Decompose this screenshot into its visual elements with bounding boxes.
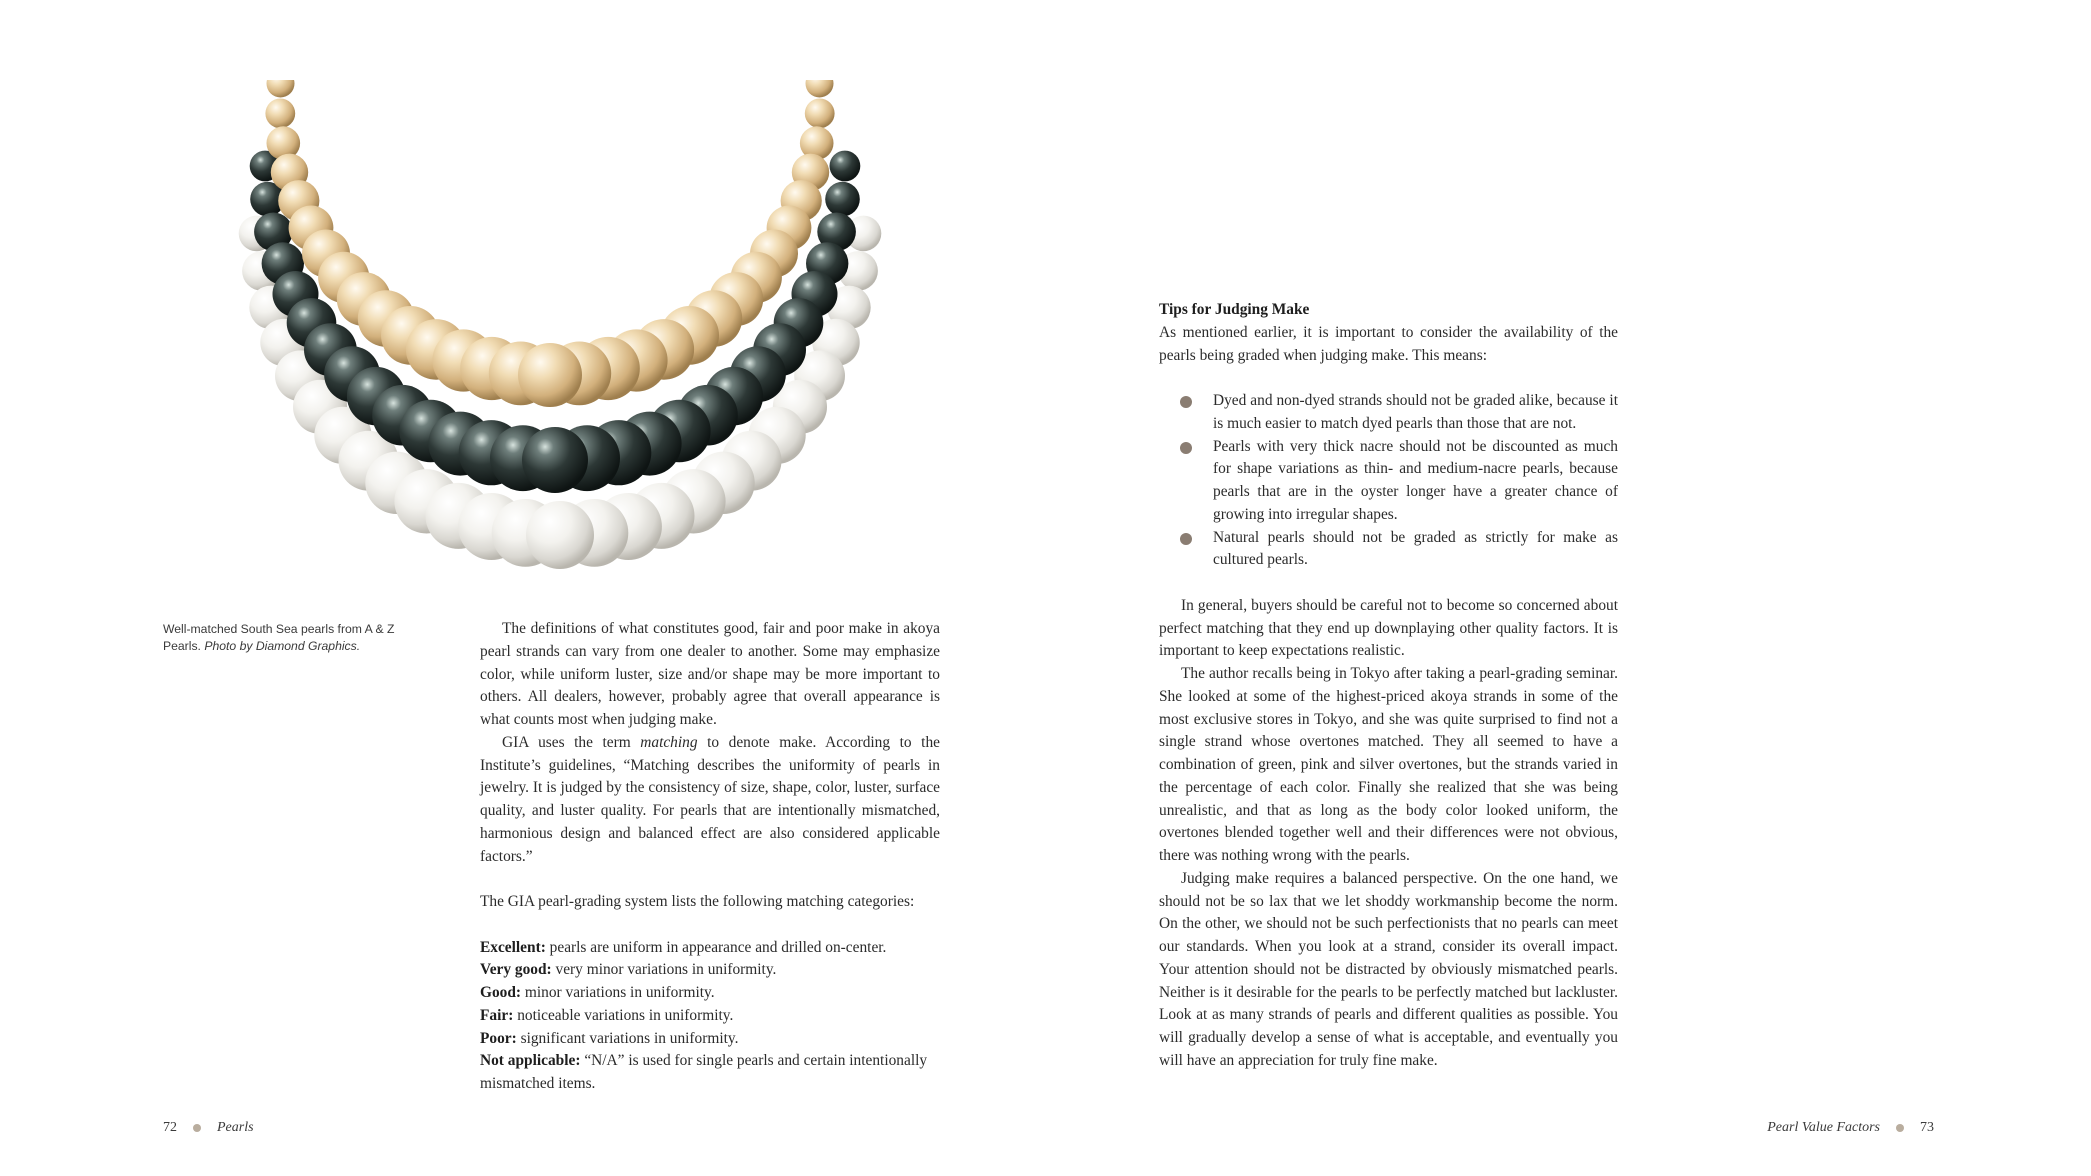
photo-caption bbox=[163, 621, 403, 655]
list-item: Dyed and non-dyed strands should not be graded alike, because it is much easier to match dyed pearls than those that are not. bbox=[1159, 390, 1618, 436]
bullet-icon bbox=[1180, 396, 1192, 408]
footer-dot-icon bbox=[193, 1124, 201, 1132]
right-paragraph-3: Judging make requires a balanced perspective. On the one hand, we should not be so lax that we let shoddy workmanship become the norm. On the other, we should not be such perfectionists that no pearls can meet our standards. When you look at a strand, consider its overall impact. Your attention should not be distracted by obviously mismatched pearls. Neither is it desirable for the pearls to be perfectly matched but lackluster. Look at as many strands of pearls and different qualities as possible. You will gradually develop a sense of what is acceptable, and eventually you will have an appreciation for truly fine make. bbox=[1159, 869, 1618, 1069]
pearl bbox=[518, 343, 582, 407]
pearl bbox=[806, 80, 834, 98]
intro-paragraph: As mentioned earlier, it is important to consider the availability of the pearls being graded when judging make. This means: bbox=[1159, 323, 1618, 364]
pearl bbox=[522, 427, 588, 493]
footer-dot-icon bbox=[1896, 1124, 1904, 1132]
left-paragraph-2: GIA uses the term matching to denote make. According to the Institute’s guidelines, “Matching describes the uniformity of pearls in jewelry. It is judged by the consistency of size, shape, color, luster, surface quality, and luster quality. For pearls that are intentionally mismatched, harmonious design and balanced effect are also considered applicable factors.” bbox=[480, 733, 940, 865]
left-paragraph-1: The definitions of what constitutes good, fair and poor make in akoya pearl strands can vary from one dealer to another. Some may emphasize color, while uniform luster, size and/or shape may be more important to others. All dealers, however, probably agree that overall appearance is what counts most when judging make. bbox=[480, 620, 940, 728]
left-body-text bbox=[480, 618, 940, 1096]
pearl bbox=[805, 99, 835, 129]
caption-text: Well-matched South Sea pearls from A & Z Pearls. bbox=[163, 622, 395, 653]
page-number: 73 bbox=[1920, 1120, 1934, 1135]
page-number: 72 bbox=[163, 1120, 177, 1135]
pearl bbox=[825, 182, 860, 217]
category-very-good: Very good: very minor variations in uniformity. bbox=[480, 961, 777, 979]
pearl bbox=[265, 99, 295, 129]
bullet-icon bbox=[1180, 533, 1192, 545]
pearl bbox=[267, 80, 295, 98]
section-title: Pearl Value Factors bbox=[1767, 1120, 1880, 1135]
list-item: Pearls with very thick nacre should not be discounted as much for shape variations as thin- and medium-nacre pearls, because pearls that are in the oyster longer have a greater chance of growing into irregular shapes. bbox=[1159, 436, 1618, 527]
category-excellent: Excellent: pearls are uniform in appearance and drilled on-center. bbox=[480, 938, 887, 956]
right-paragraph-2: The author recalls being in Tokyo after taking a pearl-grading seminar. She looked at some of the highest-priced akoya strands in some of the most exclusive stores in Tokyo, and she was quite surprised to find not a single strand whose overtones matched. They all seemed to have a combination of green, pink and silver overtones, but the strands varied in the percentage of each color. Finally she realized that she was being unrealistic, and that as long as the body color looked uniform, the overtones blended together well and their differences were not obvious, there was nothing wrong with the pearls. bbox=[1159, 665, 1618, 864]
pearl bbox=[526, 501, 594, 569]
pearl-strands-photo bbox=[150, 80, 950, 580]
category-fair: Fair: noticeable variations in uniformity. bbox=[480, 1006, 734, 1024]
right-paragraph-1: In general, buyers should be careful not to become so concerned about perfect matching that they end up downplaying other quality factors. It is important to keep expectations realistic. bbox=[1159, 596, 1618, 660]
section-title: Pearls bbox=[217, 1120, 254, 1135]
left-page-footer bbox=[163, 1120, 254, 1136]
category-good: Good: minor variations in uniformity. bbox=[480, 984, 715, 1001]
tips-list bbox=[1159, 390, 1618, 572]
list-item: Natural pearls should not be graded as strictly for make as cultured pearls. bbox=[1159, 527, 1618, 573]
pearl bbox=[830, 151, 861, 182]
right-body-text bbox=[1159, 299, 1618, 1073]
category-not-applicable: Not applicable: “N/A” is used for single pearls and certain intentionally mismatched items. bbox=[480, 1052, 928, 1092]
bullet-icon bbox=[1180, 442, 1192, 454]
caption-credit: Photo by Diamond Graphics. bbox=[204, 639, 361, 653]
right-page-footer bbox=[1767, 1120, 1934, 1136]
left-paragraph-3: The GIA pearl-grading system lists the following matching categories: bbox=[480, 893, 915, 910]
left-page bbox=[0, 0, 1045, 1176]
section-heading: Tips for Judging Make bbox=[1159, 301, 1310, 318]
category-poor: Poor: significant variations in uniformity. bbox=[480, 1029, 739, 1047]
